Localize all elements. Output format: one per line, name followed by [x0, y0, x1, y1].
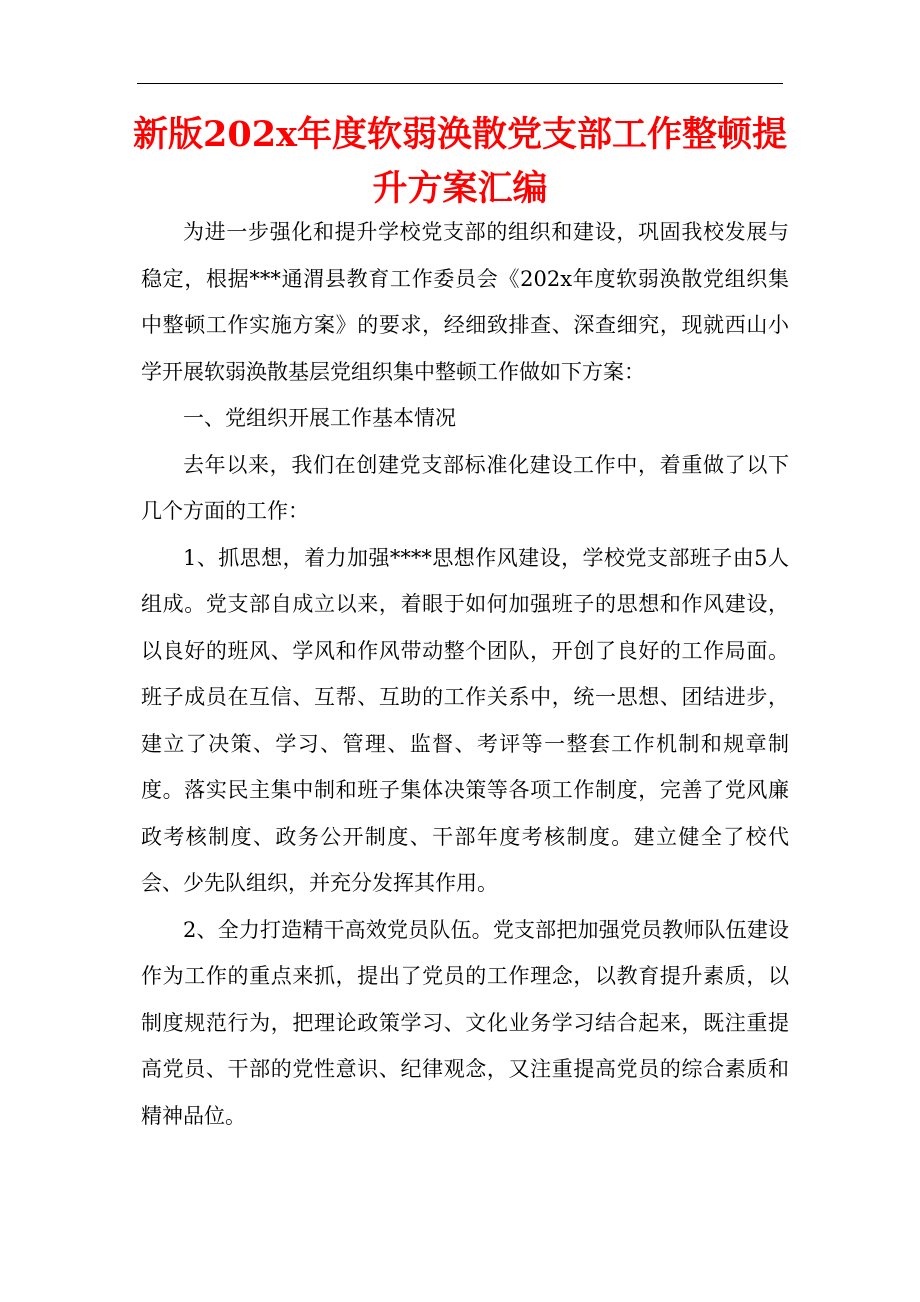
paragraph-intro: 为进一步强化和提升学校党支部的组织和建设，巩固我校发展与稳定，根据***通渭县教育工作委员会《202x年度软弱涣散党组织集中整顿工作实施方案》的要求，经细致排查、深查细究，现就西山小学开展软弱涣散基层党组织集中整顿工作做如下方案：	[141, 220, 789, 384]
header-rule	[137, 83, 783, 84]
section-heading-1: 一、党组织开展工作基本情况	[183, 406, 456, 430]
document-title: 新版202x年度软弱涣散党支部工作整顿提升方案汇编	[133, 114, 787, 209]
paragraph-item-1: 1、抓思想，着力加强****思想作风建设，学校党支部班子由5人组成。党支部自成立以来，着眼于如何加强班子的思想和作风建设，以良好的班风、学风和作风带动整个团队，开创了良好的工作局面。班子成员在互信、互帮、互助的工作关系中，统一思想、团结进步，建立了决策、学习、管理、监督、考评等一整套工作机制和规章制度。落实民主集中制和班子集体决策等各项工作制度，完善了党风廉政考核制度、政务公开制度、干部年度考核制度。建立健全了校代会、少先队组织，并充分发挥其作用。	[141, 545, 789, 895]
paragraph-overview: 去年以来，我们在创建党支部标准化建设工作中，着重做了以下几个方面的工作：	[141, 452, 789, 523]
document-body	[141, 209, 789, 1139]
paragraph-item-2: 2、全力打造精干高效党员队伍。党支部把加强党员教师队伍建设作为工作的重点来抓，提出了党员的工作理念，以教育提升素质，以制度规范行为，把理论政策学习、文化业务学习结合起来，既注重提高党员、干部的党性意识、纪律观念，又注重提高党员的综合素质和精神品位。	[141, 917, 789, 1128]
